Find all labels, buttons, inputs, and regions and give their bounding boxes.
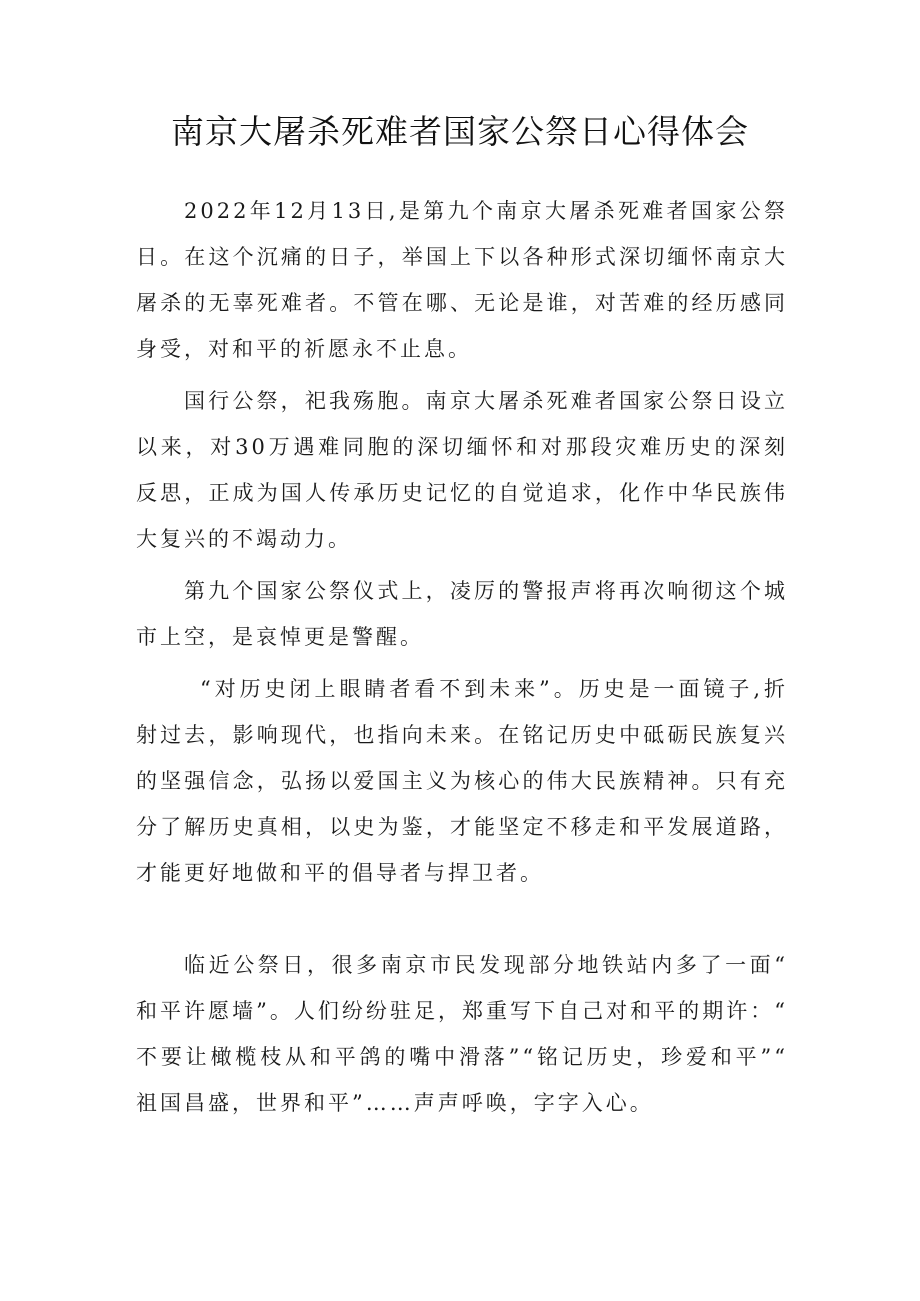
paragraph-4: “对历史闭上眼睛者看不到未来”。历史是一面镜子,折射过去，影响现代，也指向未来。在铭记历史中砥砺民族复兴的坚强信念，弘扬以爱国主义为核心的伟大民族精神。只有充分了解历史真相，以史为鉴，才能坚定不移走和平发展道路，才能更好地做和平的倡导者与捍卫者。 — [136, 677, 788, 885]
paragraph-2: 国行公祭，祀我殇胞。南京大屠杀死难者国家公祭日设立以来，对30万遇难同胞的深切缅怀和对那段灾难历史的深刻反思，正成为国人传承历史记忆的自觉追求，化作中华民族伟大复兴的不竭动力。 — [136, 389, 788, 551]
paragraph-spacer — [136, 896, 788, 942]
document-title: 南京大屠杀死难者国家公祭日心得体会 — [171, 112, 749, 151]
paragraph-5: 临近公祭日，很多南京市民发现部分地铁站内多了一面“和平许愿墙”。人们纷纷驻足，郑重写下自己对和平的期许：“不要让橄榄枝从和平鸽的嘴中滑落”“铭记历史，珍爱和平”“祖国昌盛，世界和平”……声声呼唤，字字入心。 — [136, 953, 788, 1115]
document-body — [136, 188, 788, 1126]
paragraph-1: 2022年12月13日,是第九个南京大屠杀死难者国家公祭日。在这个沉痛的日子，举国上下以各种形式深切缅怀南京大屠杀的无辜死难者。不管在哪、无论是谁，对苦难的经历感同身受，对和平的祈愿永不止息。 — [136, 199, 788, 361]
paragraph-3: 第九个国家公祭仪式上，凌厉的警报声将再次响彻这个城市上空，是哀悼更是警醒。 — [136, 579, 788, 649]
